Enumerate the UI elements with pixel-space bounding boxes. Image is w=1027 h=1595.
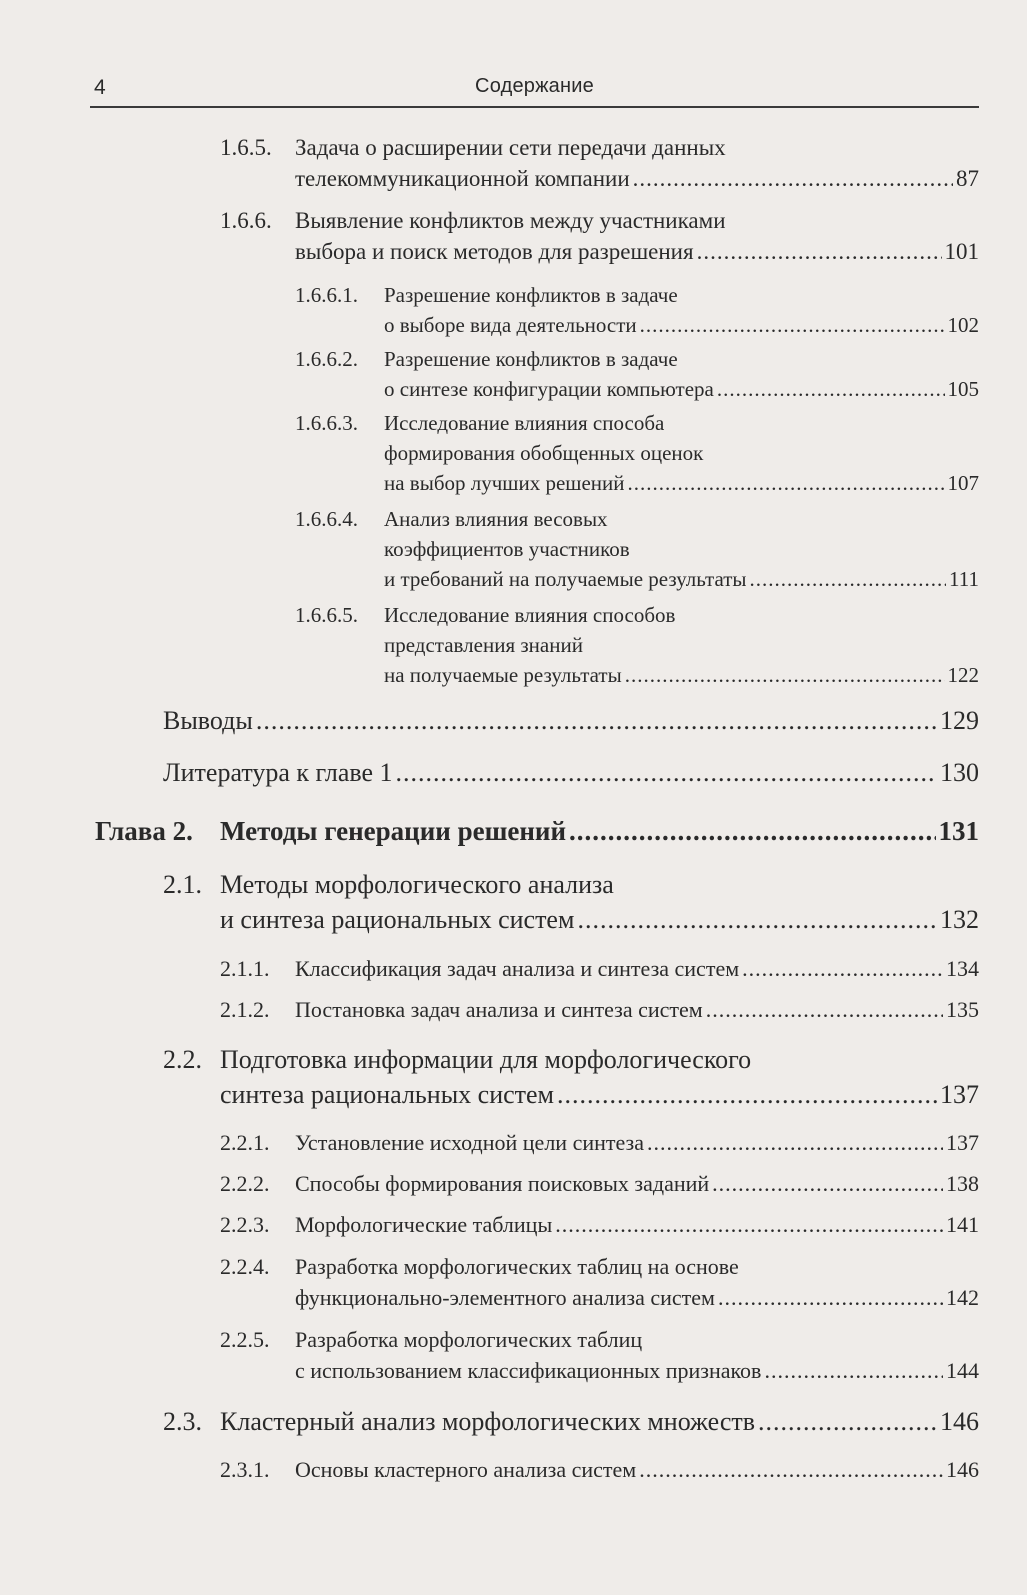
toc-entry-number: 1.6.6.1.	[295, 283, 358, 307]
toc-entry-title-line: Установление исходной цели синтеза	[295, 1130, 644, 1155]
toc-entry-title-line: коэффициентов участников	[384, 537, 630, 561]
toc-entry-number: 1.6.6.3.	[295, 411, 358, 435]
dot-leader	[706, 994, 943, 1025]
toc-entry-page: 146	[940, 1407, 979, 1436]
toc-entry-page: 137	[940, 1080, 979, 1109]
page-number: 4	[94, 76, 106, 99]
toc-entry-page: 107	[947, 471, 979, 495]
toc-entry-title-line: на выбор лучших решений	[384, 471, 625, 495]
toc-entry-number: 1.6.6.5.	[295, 603, 358, 627]
toc-entry-page: 142	[946, 1285, 979, 1310]
toc-entry-number: 2.2.4.	[220, 1254, 270, 1279]
toc-entry-page: 111	[949, 567, 979, 591]
toc-entry-title-line: Основы кластерного анализа систем	[295, 1457, 637, 1482]
page-header	[90, 72, 979, 108]
toc-entry-number: 2.2.	[163, 1045, 202, 1074]
toc-entry-title-line: Задача о расширении сети передачи данных	[295, 135, 726, 160]
toc-entry-title-line: Классификация задач анализа и синтеза систем	[295, 956, 740, 981]
dot-leader	[764, 1355, 943, 1386]
toc-entry-title-line: формирования обобщенных оценок	[384, 441, 704, 465]
toc-entry-page: 134	[946, 956, 979, 981]
toc-entry-title-line: с использованием классификационных признаков	[295, 1358, 762, 1383]
toc-entry-page: 138	[946, 1171, 979, 1196]
running-head: Содержание	[475, 75, 594, 97]
toc-entry-title-line: функционально-элементного анализа систем	[295, 1285, 715, 1310]
toc-entry-title-line: о синтезе конфигурации компьютера	[384, 377, 714, 401]
dot-leader	[742, 953, 943, 984]
toc-entry-title-line: Анализ влияния весовых	[384, 507, 608, 531]
dot-leader	[639, 1454, 943, 1485]
toc-entry-title-line: Выявление конфликтов между участниками	[295, 208, 726, 233]
toc-entry-number: 2.1.2.	[220, 997, 270, 1022]
toc-entry-page: 87	[956, 166, 979, 191]
toc-entry-title-line: и требований на получаемые результаты	[384, 567, 747, 591]
dot-leader	[396, 755, 937, 790]
toc-entry-number: 1.6.6.	[220, 208, 272, 233]
toc-entry-number: 1.6.5.	[220, 135, 272, 160]
toc-entry-number: 2.2.3.	[220, 1212, 270, 1237]
toc-entry-page: 146	[946, 1457, 979, 1482]
toc-entry-title-line: Способы формирования поисковых заданий	[295, 1171, 710, 1196]
dot-leader	[758, 1404, 937, 1439]
toc-entry-number: 1.6.6.4.	[295, 507, 358, 531]
toc-entry-title-line: и синтеза рациональных систем	[220, 905, 575, 934]
dot-leader	[750, 564, 947, 594]
toc-entry-title-line: Методы генерации решений	[220, 816, 567, 846]
toc-entry-page: 137	[946, 1130, 979, 1155]
toc-entry-page: 132	[940, 905, 979, 934]
toc-entry-page: 144	[946, 1358, 979, 1383]
toc-entry-page: 101	[944, 239, 979, 264]
toc-entry-title-line: Разработка морфологических таблиц	[295, 1327, 643, 1352]
toc-entry-number: 2.1.1.	[220, 956, 270, 981]
toc-entry-page: 102	[947, 313, 979, 337]
toc-entry-title-line: Кластерный анализ морфологических множеств	[220, 1407, 756, 1436]
dot-leader	[557, 1077, 937, 1112]
toc-entry-title-line: синтеза рациональных систем	[220, 1080, 555, 1109]
toc-entry-page: 105	[947, 377, 979, 401]
dot-leader	[256, 703, 937, 738]
toc-entry-number: 2.2.5.	[220, 1327, 270, 1352]
dot-leader	[647, 1127, 943, 1158]
dot-leader	[577, 902, 937, 937]
toc-entry-number: 2.1.	[163, 870, 202, 899]
toc-entry-title-line: о выборе вида деятельности	[384, 313, 637, 337]
toc-entry-page: 122	[947, 663, 979, 687]
dot-leader	[555, 1209, 943, 1240]
toc-entry-number: 2.3.	[163, 1407, 202, 1436]
toc-entry-number: 1.6.6.2.	[295, 347, 358, 371]
toc-entry-page: 131	[938, 816, 979, 846]
toc-entry-title-line: на получаемые результаты	[384, 663, 622, 687]
toc-entry-title-line: Исследование влияния способа	[384, 411, 665, 435]
toc-entry-title-line: Исследование влияния способов	[384, 603, 676, 627]
dot-leader	[633, 163, 953, 194]
toc-entry-title-line: Разрешение конфликтов в задаче	[384, 283, 678, 307]
toc-entry-number: Глава 2.	[95, 816, 193, 846]
dot-leader	[569, 814, 935, 849]
toc-entry-page: 141	[946, 1212, 979, 1237]
dot-leader	[628, 468, 945, 498]
dot-leader	[712, 1168, 943, 1199]
toc-entry-title-line: Разрешение конфликтов в задаче	[384, 347, 678, 371]
toc-entry-title-line: выбора и поиск методов для разрешения	[295, 239, 694, 264]
dot-leader	[625, 660, 945, 690]
toc-entry-title-line: Морфологические таблицы	[295, 1212, 553, 1237]
dot-leader	[640, 310, 945, 340]
toc-entry-page: 135	[946, 997, 979, 1022]
toc-entry-number: 2.2.1.	[220, 1130, 270, 1155]
toc-entry-title-line: Методы морфологического анализа	[220, 870, 614, 899]
dot-leader	[697, 236, 942, 267]
dot-leader	[718, 1282, 943, 1313]
toc-entry-title-line: представления знаний	[384, 633, 583, 657]
toc-entry-number: 2.2.2.	[220, 1171, 270, 1196]
toc-entry-page: 130	[940, 758, 979, 787]
toc-entry-title-line: Подготовка информации для морфологического	[220, 1045, 752, 1074]
toc-entry-title-line: Постановка задач анализа и синтеза систем	[295, 997, 703, 1022]
dot-leader	[717, 374, 945, 404]
toc-entry-title-line: телекоммуникационной компании	[295, 166, 630, 191]
toc-entry-title-line: Литература к главе 1	[163, 758, 393, 787]
toc-entry-title-line: Выводы	[163, 706, 253, 735]
toc-entry-page: 129	[940, 706, 979, 735]
toc-entry-number: 2.3.1.	[220, 1457, 270, 1482]
toc-entry-title-line: Разработка морфологических таблиц на основе	[295, 1254, 739, 1279]
